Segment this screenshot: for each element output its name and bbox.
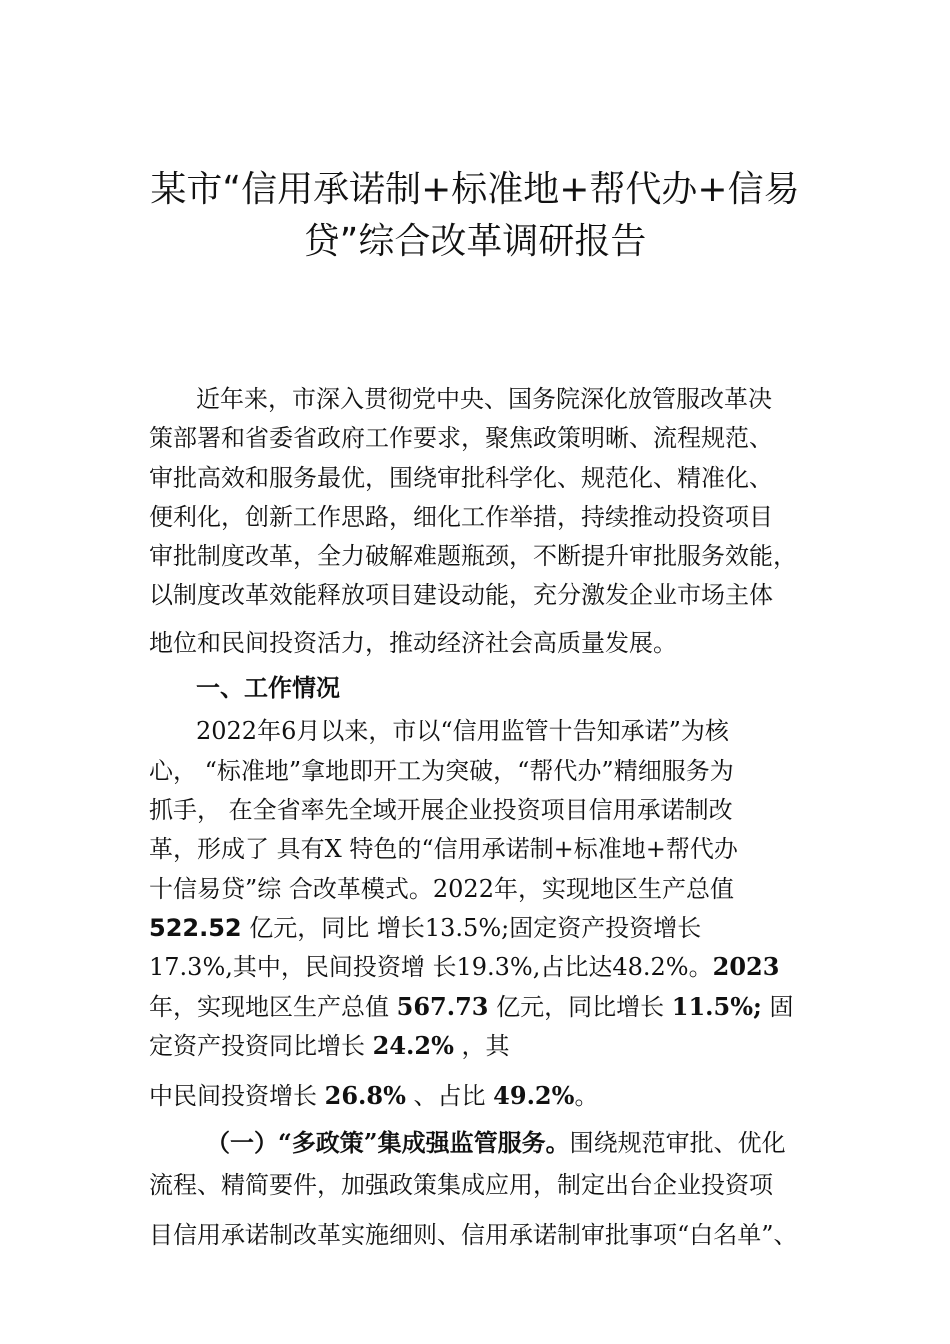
intro-line-2: 策部署和省委省政府工作要求，聚焦政策明晰、流程规范、: [149, 424, 773, 452]
gdp-2023-value: 567.73: [396, 992, 489, 1021]
private-2023-middle: 、占比: [405, 1082, 494, 1110]
subsection1-line-3: 目信用承诺制改革实施细则、信用承诺制审批事项“白名单”、: [149, 1221, 798, 1249]
asset-2023-value: 24.2%: [372, 1031, 454, 1060]
private-2023-suffix: 。: [574, 1082, 599, 1110]
section1-line-10: [149, 1081, 598, 1111]
asset-2023-prefix: 定资产投资同比增长: [149, 1032, 373, 1060]
title-line-1: 某市“信用承诺制+标准地+帮代办+信易: [150, 169, 800, 210]
private-2023-growth: 26.8%: [324, 1081, 406, 1110]
intro-line-7: 地位和民间投资活力，推动经济社会高质量发展。: [149, 629, 677, 657]
intro-line-1: 近年来，市深入贯彻党中央、国务院深化放管服改革决: [196, 385, 772, 413]
intro-line-5: 审批制度改革，全力破解难题瓶颈，不断提升审批服务效能，: [149, 542, 797, 570]
gdp-2022-rest: 亿元，同比 增长13.5%;固定资产投资增长: [241, 914, 702, 942]
private-2023-prefix: 中民间投资增长: [149, 1082, 325, 1110]
year-2023-label: 2023: [712, 952, 780, 981]
subsection1-line-2: 流程、精简要件，加强政策集成应用，制定出台企业投资项: [149, 1171, 773, 1199]
section1-line-9: [149, 1031, 510, 1061]
asset-2023-suffix: ，其: [453, 1032, 510, 1060]
section1-line-6: [149, 913, 701, 943]
gdp-2022-value: 522.52: [149, 914, 242, 942]
subsection1-line-1: [206, 1128, 786, 1158]
intro-line-6: 以制度改革效能释放项目建设动能，充分激发企业市场主体: [149, 581, 773, 609]
section1-line-1: 2022年6月以来，市以“信用监管十告知承诺”为核: [196, 717, 729, 745]
section1-line-5: 十信易贷”综 合改革模式。2022年，实现地区生产总值: [149, 875, 734, 903]
section1-line-7: [149, 952, 779, 982]
section-heading-work-situation: 一、工作情况: [196, 674, 340, 702]
investment-2022-text: 17.3%,其中，民间投资增 长19.3%,占比达48.2%。: [149, 953, 713, 981]
private-2023-share: 49.2%: [493, 1081, 575, 1110]
section1-line-2: 心， “标准地”拿地即开工为突破，“帮代办”精细服务为: [149, 757, 734, 785]
intro-line-3: 审批高效和服务最优，围绕审批科学化、规范化、精准化、: [149, 464, 773, 492]
gdp-2023-suffix: 固: [761, 993, 794, 1021]
title-line-2: 贷”综合改革调研报告: [303, 221, 647, 262]
growth-2023-value: 11.5%;: [671, 992, 762, 1021]
subsection1-rest: 围绕规范审批、优化: [569, 1129, 786, 1157]
gdp-2023-prefix: 年，实现地区生产总值: [149, 993, 397, 1021]
intro-line-4: 便利化，创新工作思路，细化工作举措，持续推动投资项目: [149, 503, 773, 531]
section1-line-3: 抓手， 在全省率先全域开展企业投资项目信用承诺制改: [149, 796, 733, 824]
section1-line-8: [149, 992, 794, 1022]
section1-line-4: 革，形成了 具有X 特色的“信用承诺制+标准地+帮代办: [149, 835, 738, 863]
gdp-2023-middle: 亿元，同比增长: [488, 993, 672, 1021]
document-title: [120, 164, 830, 268]
subsection1-heading: （一）“多政策”集成强监管服务。: [206, 1128, 570, 1157]
